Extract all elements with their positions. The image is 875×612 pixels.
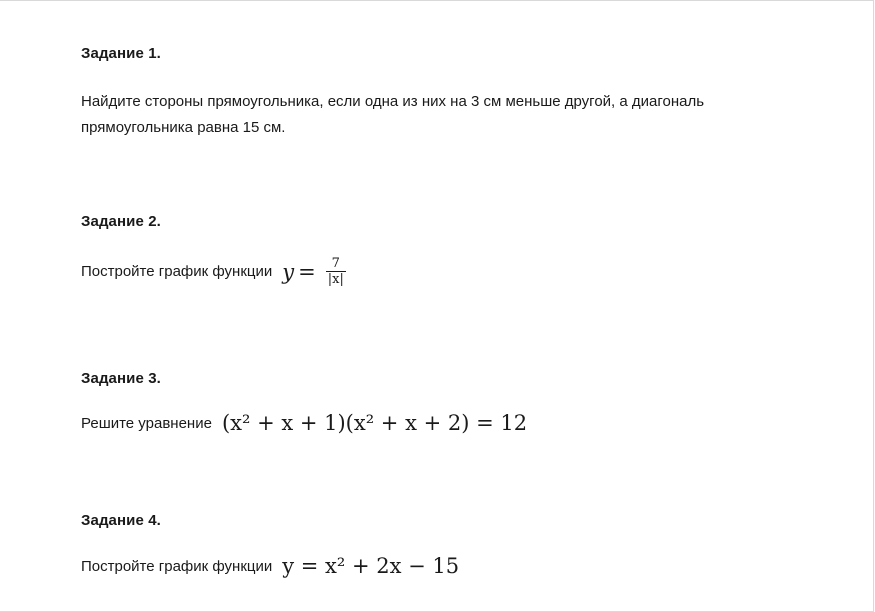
task-2-formula-equals: = xyxy=(298,259,316,284)
task-1-text-line-1: Найдите стороны прямоугольника, если одна из них на 3 см меньше другой, а диагональ xyxy=(81,93,705,110)
task-3-statement xyxy=(81,411,527,435)
task-3-title: Задание 3. xyxy=(81,370,161,387)
task-2-formula-numerator: 7 xyxy=(331,256,340,271)
task-2-formula-fraction xyxy=(326,256,346,287)
task-4-formula: y = x² + 2x − 15 xyxy=(282,554,460,578)
task-1-title: Задание 1. xyxy=(81,45,161,62)
task-2-title: Задание 2. xyxy=(81,213,161,230)
task-2-formula-denominator: |x| xyxy=(327,272,344,287)
task-4-title: Задание 4. xyxy=(81,512,161,529)
task-2-formula-lhs: y xyxy=(282,259,295,284)
task-2-formula xyxy=(282,256,346,287)
task-2-text: Постройте график функции xyxy=(81,263,273,280)
task-3-text: Решите уравнение xyxy=(81,414,212,432)
task-1-text-line-2: прямоугольника равна 15 см. xyxy=(81,119,286,136)
task-4-text: Постройте график функции xyxy=(81,557,273,575)
task-2-statement xyxy=(81,256,346,287)
task-3-formula: (x² + x + 1)(x² + x + 2) = 12 xyxy=(221,411,528,435)
task-4-statement xyxy=(81,554,459,578)
